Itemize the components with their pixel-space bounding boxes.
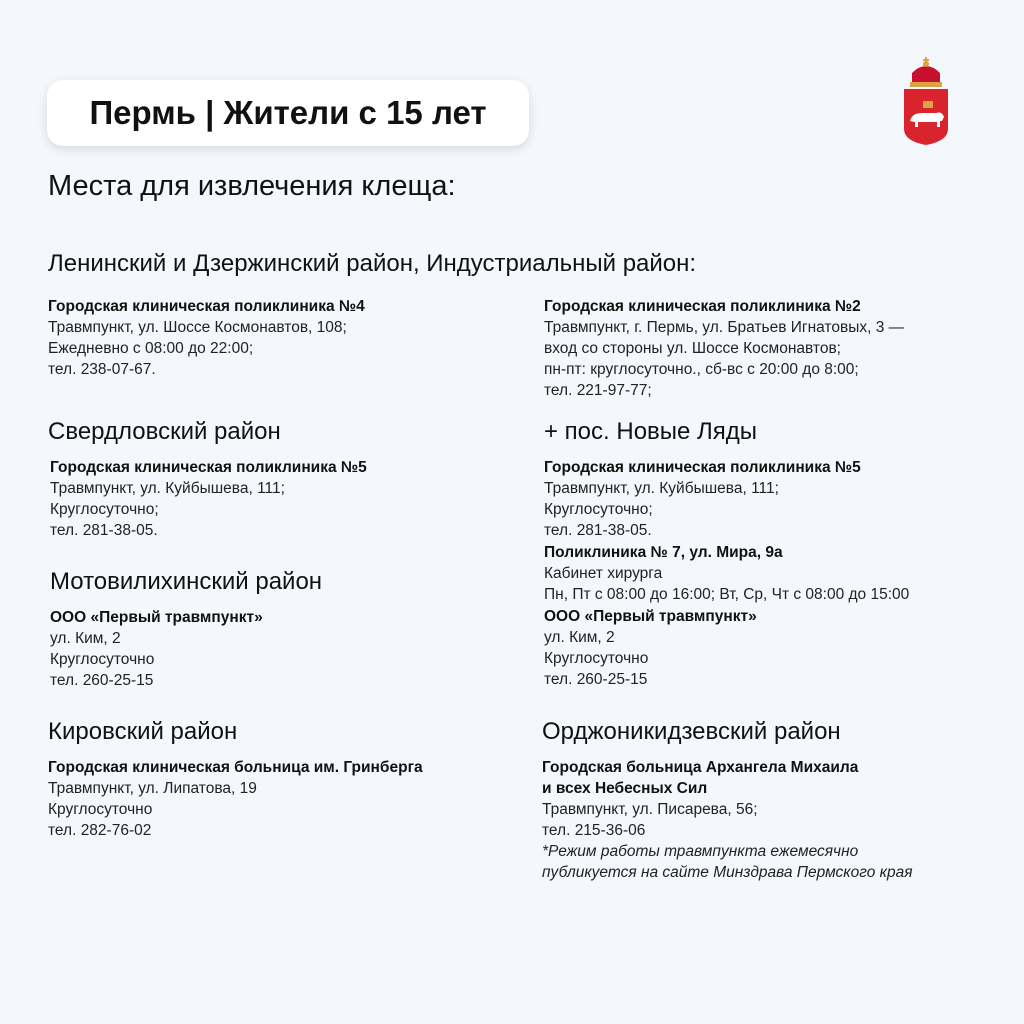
clinic-name: ООО «Первый травмпункт»	[544, 608, 757, 625]
footnote: *Режим работы травмпункта ежемесячно	[542, 843, 859, 860]
district-heading: Свердловский район	[48, 418, 281, 445]
district-heading: Мотовилихинский район	[50, 568, 323, 595]
clinic-address: Травмпункт, ул. Куйбышева, 111;	[50, 480, 285, 497]
clinic-phone: тел. 260-25-15	[544, 671, 648, 688]
clinic-address: ул. Ким, 2	[50, 630, 121, 647]
clinic-hours: Круглосуточно	[48, 801, 153, 818]
motovilikha-district-block	[50, 567, 322, 691]
clinic-hours: пн-пт: круглосуточно., сб-вс с 20:00 до 8:00;	[544, 361, 859, 378]
clinic-department: Кабинет хирурга	[544, 565, 663, 582]
clinic-phone: тел. 282-76-02	[48, 822, 152, 839]
clinic-phone: тел. 215-36-06	[542, 822, 646, 839]
clinic-phone: тел. 238-07-67.	[48, 361, 156, 378]
ordzhonikidzevsky-district-block	[542, 717, 913, 883]
clinic-address: Травмпункт, ул. Липатова, 19	[48, 780, 257, 797]
clinic-2-block	[544, 296, 904, 401]
clinic-address: Травмпункт, ул. Куйбышева, 111;	[544, 480, 779, 497]
clinic-name: Городская клиническая поликлиника №5	[544, 459, 861, 476]
clinic-name: Городская клиническая больница им. Гринберга	[48, 759, 423, 776]
clinic-hours: Круглосуточно	[50, 651, 155, 668]
clinic-hours: Круглосуточно;	[544, 501, 653, 518]
clinic-4-block	[48, 296, 365, 380]
clinic-phone: тел. 281-38-05.	[50, 522, 158, 539]
clinic-name: Городская клиническая поликлиника №2	[544, 298, 861, 315]
clinic-name: Городская клиническая поликлиника №5	[50, 459, 367, 476]
district-heading: Кировский район	[48, 718, 238, 745]
novye-lyady-block	[544, 417, 909, 690]
perm-krai-coat-of-arms-icon	[898, 55, 954, 147]
clinic-hours: Круглосуточно	[544, 650, 649, 667]
clinic-name: Городская клиническая поликлиника №4	[48, 298, 365, 315]
clinic-phone: тел. 281-38-05.	[544, 522, 652, 539]
footnote-continued: публикуется на сайте Минздрава Пермского края	[542, 864, 913, 881]
clinic-hours: Ежедневно с 08:00 до 22:00;	[48, 340, 254, 357]
sverdlovsky-district-block	[48, 417, 367, 541]
clinic-address: Травмпункт, г. Пермь, ул. Братьев Игнатовых, 3 —	[544, 319, 905, 336]
clinic-name-continued: и всех Небесных Сил	[542, 780, 708, 797]
clinic-address: ул. Ким, 2	[544, 629, 615, 646]
clinic-entrance: вход со стороны ул. Шоссе Космонавтов;	[544, 340, 841, 357]
clinic-phone: тел. 260-25-15	[50, 672, 154, 689]
clinic-hours: Пн, Пт с 08:00 до 16:00; Вт, Ср, Чт с 08:00 до 15:00	[544, 586, 910, 603]
district-heading: Орджоникидзевский район	[542, 718, 841, 745]
clinic-name: Поликлиника № 7, ул. Мира, 9а	[544, 544, 783, 561]
clinic-address: Травмпункт, ул. Писарева, 56;	[542, 801, 758, 818]
clinic-name: Городская больница Архангела Михаила	[542, 759, 859, 776]
clinic-address: Травмпункт, ул. Шоссе Космонавтов, 108;	[48, 319, 347, 336]
subtitle: Места для извлечения клеща:	[48, 170, 456, 202]
district-heading: + пос. Новые Ляды	[544, 418, 758, 445]
clinic-hours: Круглосуточно;	[50, 501, 159, 518]
kirovsky-district-block	[48, 717, 423, 841]
page-title: Пермь | Жители с 15 лет	[47, 80, 529, 146]
main-district-heading: Ленинский и Дзержинский район, Индустриальный район:	[48, 250, 697, 277]
clinic-phone: тел. 221-97-77;	[544, 382, 652, 399]
clinic-name: ООО «Первый травмпункт»	[50, 609, 263, 626]
